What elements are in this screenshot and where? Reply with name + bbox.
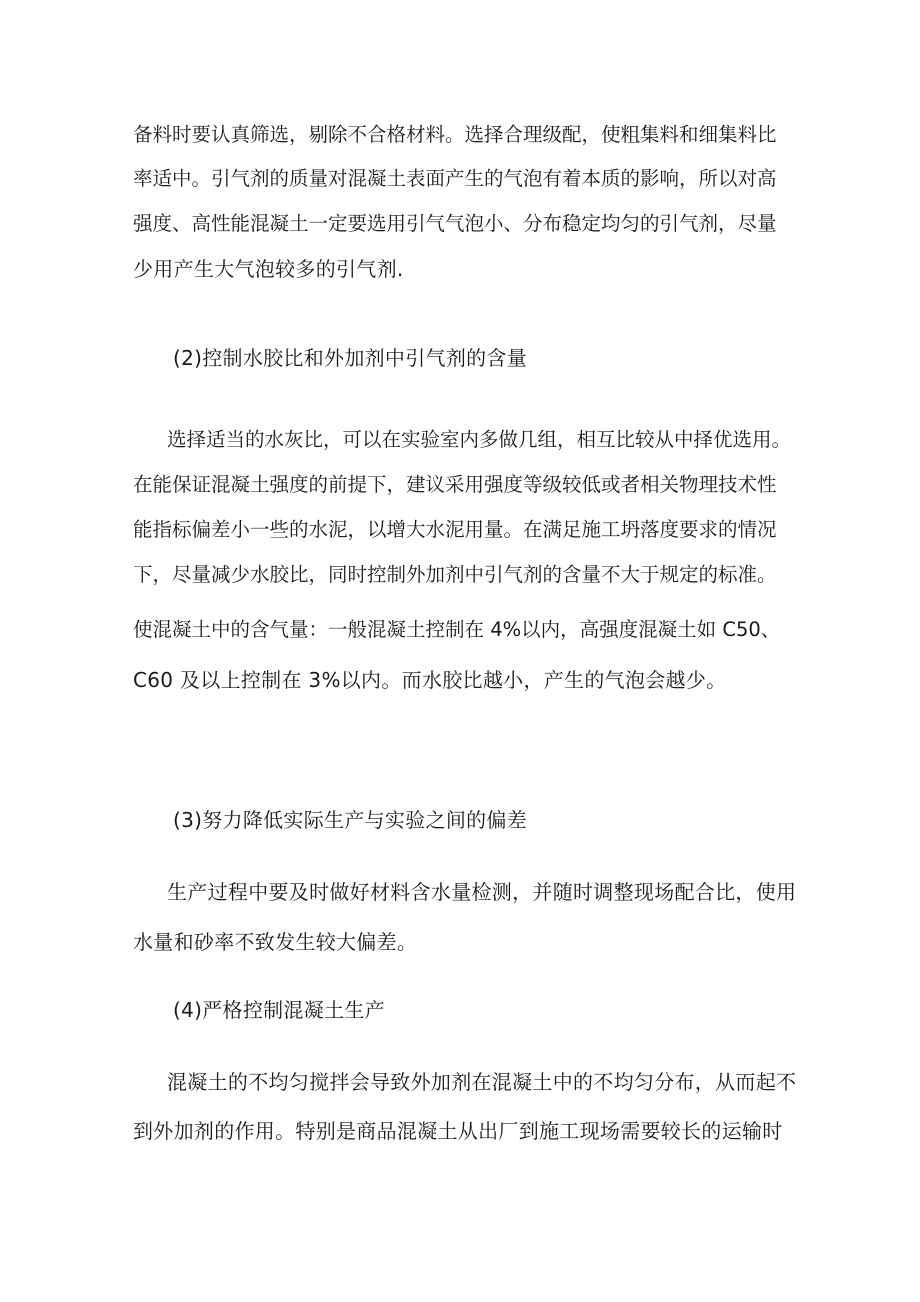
paragraph-2-line: 在能保证混凝土强度的前提下，建议采用强度等级较低或者相关物理技术性 bbox=[133, 473, 777, 496]
paragraph-2-line: 能指标偏差小一些的水泥，以增大水泥用量。在满足施工坍落度要求的情况 bbox=[133, 518, 777, 541]
paragraph-4-line: 混凝土的不均匀搅拌会导致外加剂在混凝土中的不均匀分布，从而起不 bbox=[167, 1070, 797, 1094]
paragraph-1-line: 率适中。引气剂的质量对混凝土表面产生的气泡有着本质的影响，所以对高 bbox=[133, 167, 777, 190]
paragraph-1-line: 强度、高性能混凝土一定要选用引气气泡小、分布稳定均匀的引气剂，尽量 bbox=[133, 212, 777, 235]
paragraph-3-line: 生产过程中要及时做好材料含水量检测，并随时调整现场配合比，使用 bbox=[167, 880, 797, 904]
paragraph-3-line: 水量和砂率不致发生较大偏差。 bbox=[133, 930, 418, 954]
paragraph-1-line: 备料时要认真筛选，剔除不合格材料。选择合理级配，使粗集料和细集料比 bbox=[133, 123, 777, 146]
paragraph-2-line: 下，尽量减少水胶比，同时控制外加剂中引气剂的含量不大于规定的标准。 bbox=[133, 563, 777, 586]
paragraph-2-line: 使混凝土中的含气量：一般混凝土控制在 4%以内，高强度混凝土如 C50、 bbox=[133, 618, 781, 641]
paragraph-1-line: 少用产生大气泡较多的引气剂. bbox=[133, 257, 404, 281]
section-heading-3: (3)努力降低实际生产与实验之间的偏差 bbox=[173, 808, 528, 832]
section-heading-4: (4)严格控制混凝土生产 bbox=[173, 998, 385, 1022]
paragraph-2-line: C60 及以上控制在 3%以内。而水胶比越小，产生的气泡会越少。 bbox=[133, 668, 727, 692]
section-heading-2: (2)控制水胶比和外加剂中引气剂的含量 bbox=[173, 346, 528, 370]
paragraph-2-line: 选择适当的水灰比，可以在实验室内多做几组，相互比较从中择优选用。 bbox=[167, 428, 792, 451]
paragraph-4-line: 到外加剂的作用。特别是商品混凝土从出厂到施工现场需要较长的运输时 bbox=[133, 1119, 783, 1143]
